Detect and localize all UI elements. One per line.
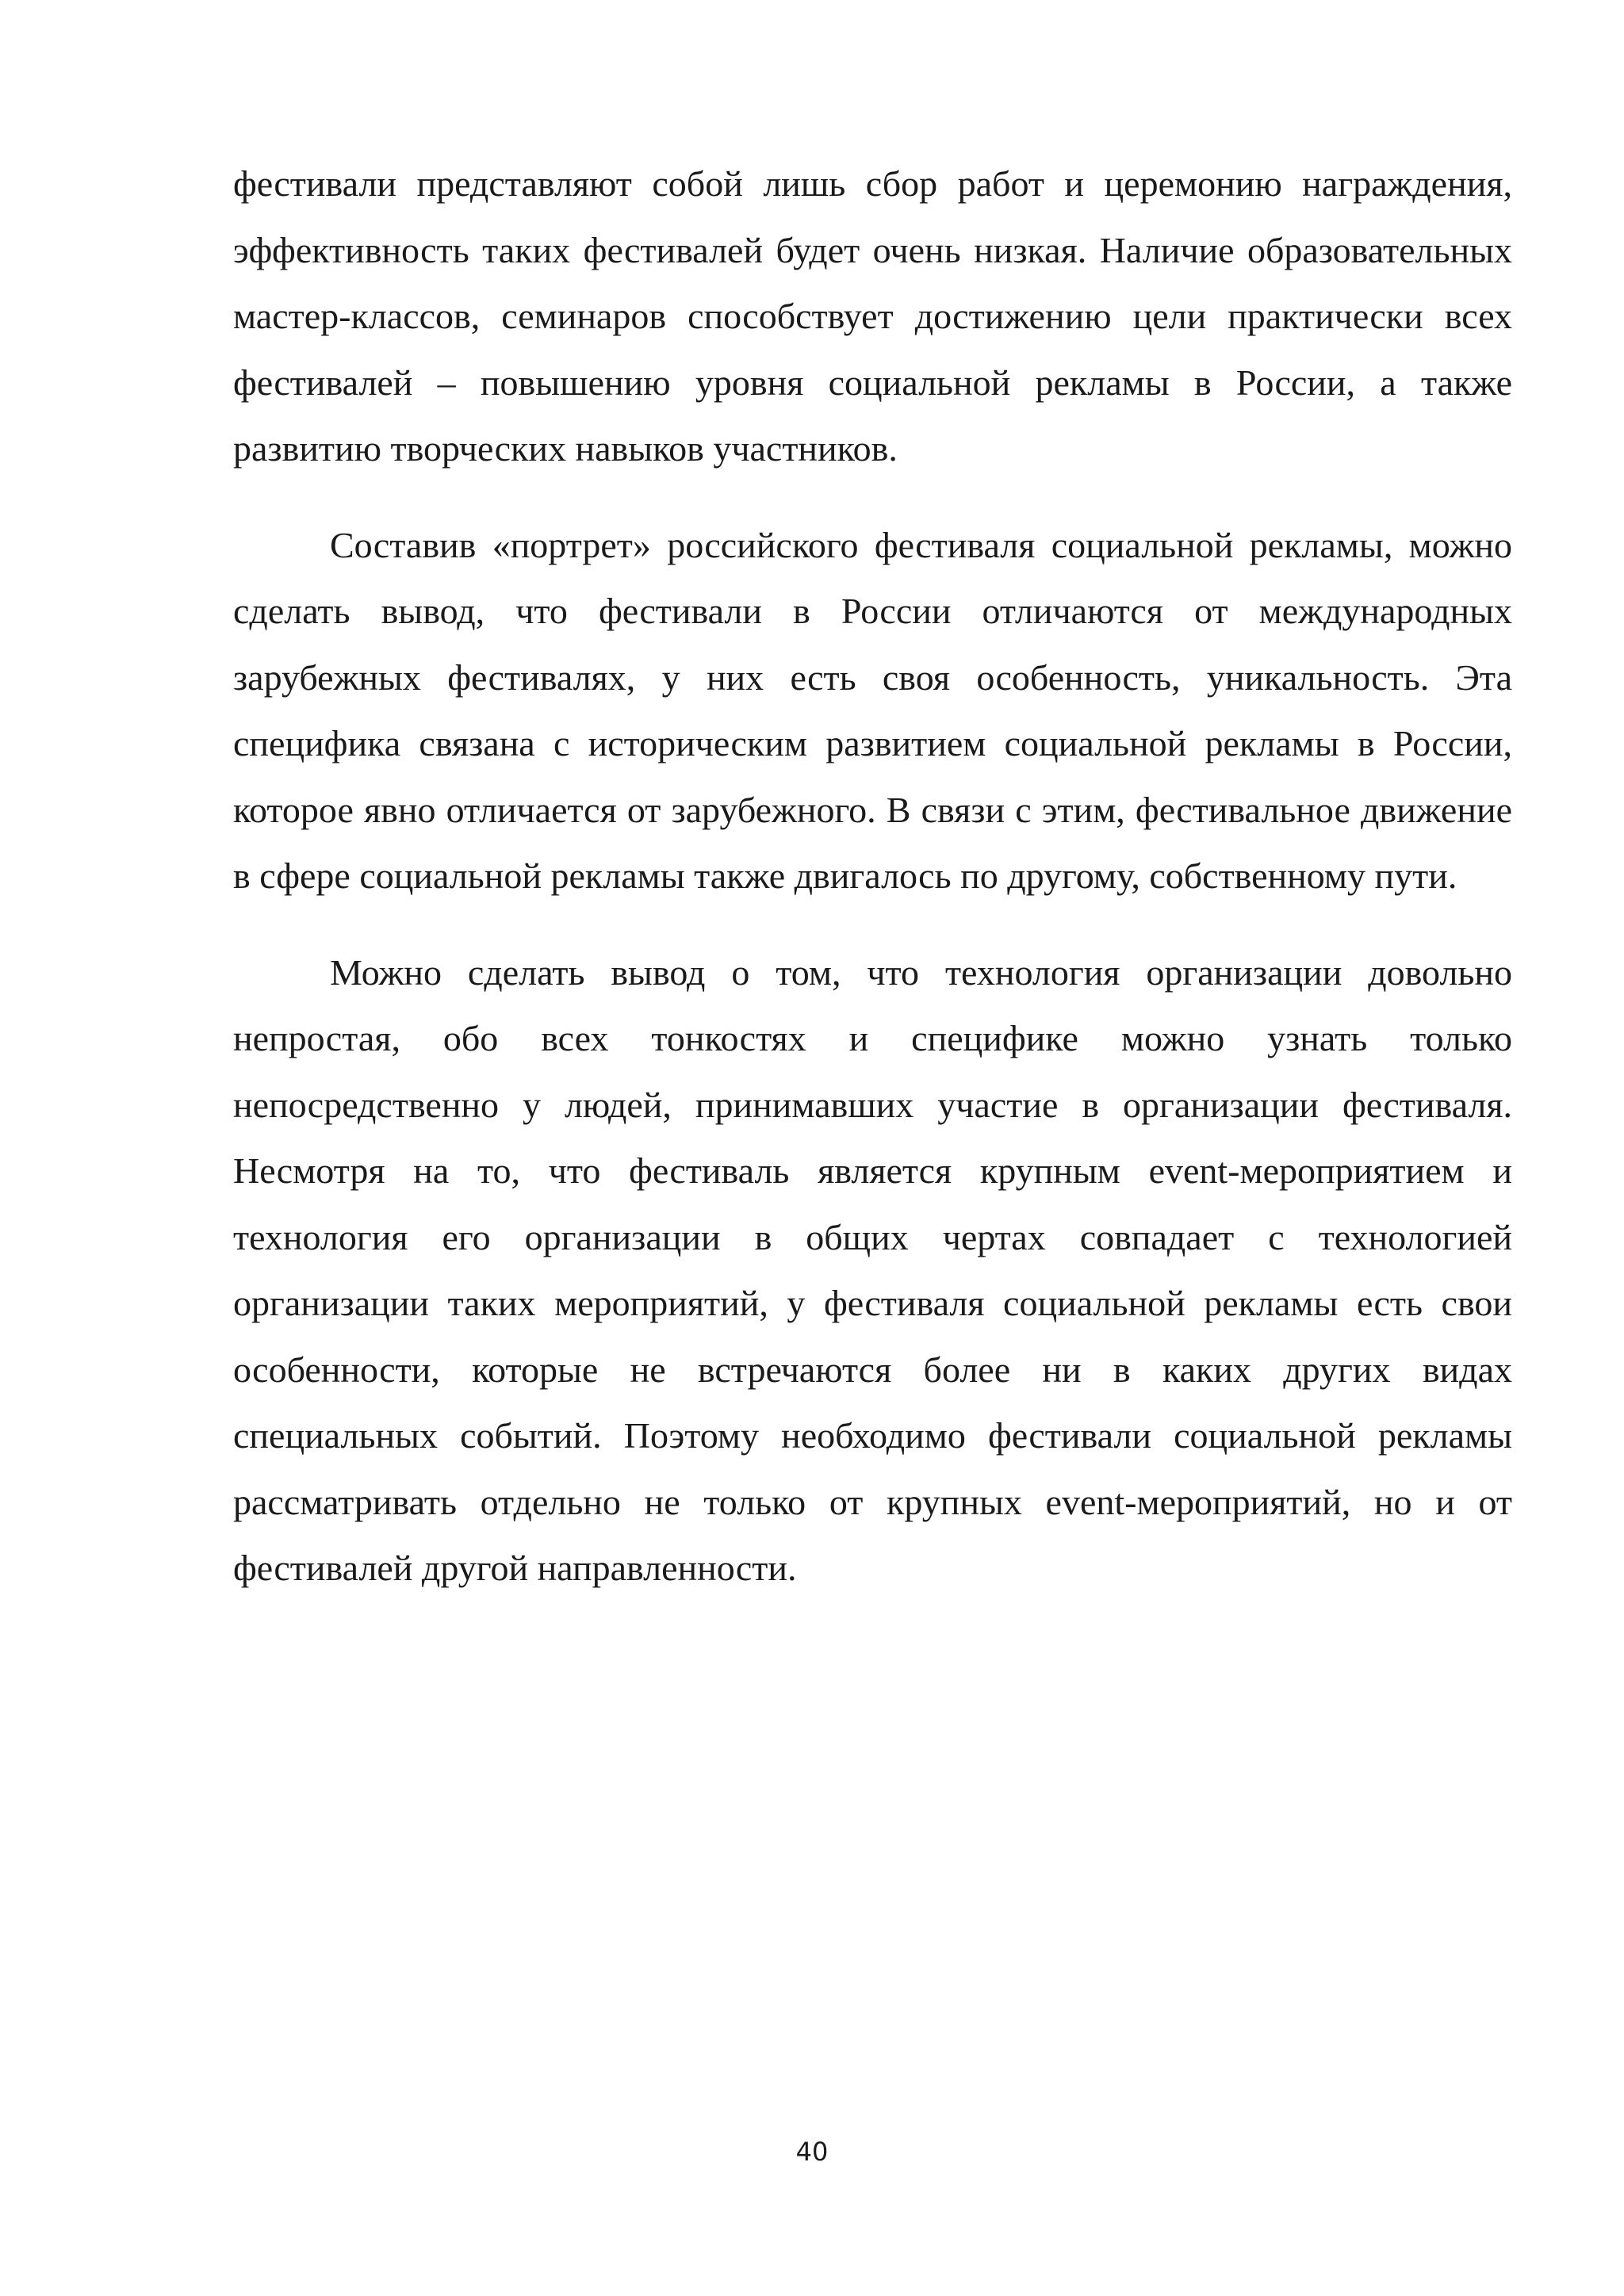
paragraph-conclusion: Можно сделать вывод о том, что технология организации довольно непростая, обо всех тонкостях и специфике можно узнать только непосредственно у людей, принимавших участие в организации фестиваля. Несмотря на то, что фестиваль является крупным event-мероприятием и технология его организации в общих чертах совпадает с технологией организации таких мероприятий, у фестиваля социальной рекламы есть свои особенности, которые не встречаются более ни в каких других видах специальных событий. Поэтому необходимо фестивали социальной рекламы рассматривать отдельно не только от крупных event-мероприятий, но и от фестивалей другой направленности. (233, 951, 1512, 1588)
paragraph-continuation: фестивали представляют собой лишь сбор работ и церемонию награждения, эффективность таких фестивалей будет очень низкая. Наличие образовательных мастер-классов, семинаров способствует достижению цели практически всех фестивалей – повышению уровня социальной рекламы в России, а также развитию творческих навыков участников. (233, 163, 1512, 469)
body-text (233, 151, 1512, 1601)
paragraph-portrait: Составив «портрет» российского фестиваля социальной рекламы, можно сделать вывод, что фестивали в России отличаются от международных зарубежных фестивалях, у них есть своя особенность, уникальность. Эта специфика связана с историческим развитием социальной рекламы в России, которое явно отличается от зарубежного. В связи с этим, фестивальное движение в сфере социальной рекламы также двигалось по другому, собственному пути. (233, 524, 1512, 896)
page-number: 40 (795, 2137, 829, 2167)
